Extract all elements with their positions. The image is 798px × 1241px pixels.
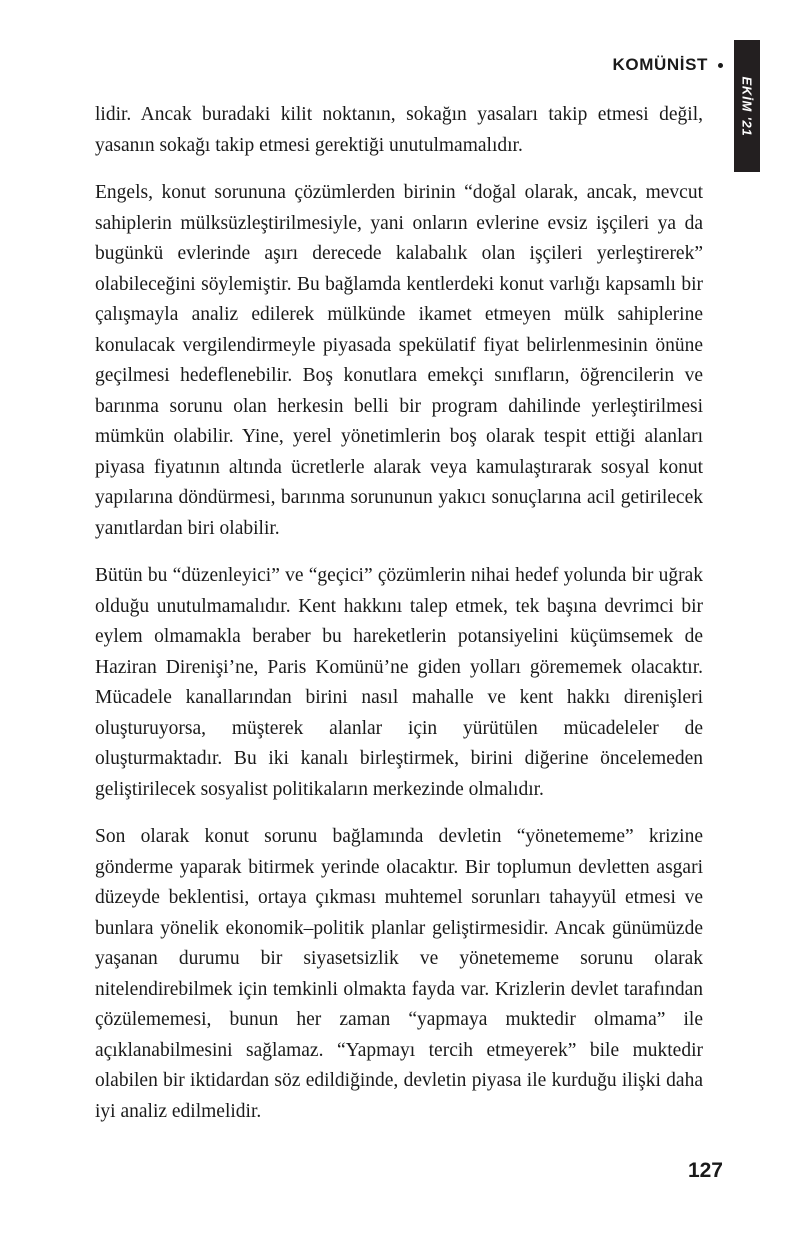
body-text (95, 100, 703, 1127)
paragraph: Bütün bu “düzenleyici” ve “geçici” çözümlerin nihai hedef yolunda bir uğrak olduğu unutulmamalıdır. Kent hakkını talep etmek, tek başına devrimci bir eylem olmamakla beraber bu hareketlerin potansiyelini küçümsemek de Haziran Direnişi’ne, Paris Komünü’ne giden yolları görememek olacaktır. Mücadele kanallarından birini nasıl mahalle ve kent hakkı direnişleri oluşturuyorsa, müşterek alanlar için yürütülen mücadeleler de oluşturmaktadır. Bu iki kanalı birleştirmek, birini diğerine öncelemeden geliştirilecek sosyalist politikaların merkezinde olmalıdır. (95, 565, 703, 800)
running-head-title: KOMÜNİST (612, 55, 708, 74)
issue-tab-label: EKİM '21 (739, 75, 755, 137)
paragraph: Son olarak konut sorunu bağlamında devletin “yönetememe” krizine gönderme yaparak bitirmek yerinde olacaktır. Bir toplumun devletten asgari düzeyde beklentisi, ortaya çıkması muhtemel sorunları tahayyül etmesi ve bunlara yönelik ekonomik–politik planlar geliştirmesidir. Ancak günümüzde yaşanan durumu bir siyasetsizlik ve yönetememe sorunu olarak nitelendirebilmek için temkinli olmakta fayda var. Krizlerin devlet tarafından çözülememesi, bunun her zaman “yapmaya muktedir olmama” ile açıklanabilmesini sağlamaz. “Yapmayı tercih etmeyerek” bile muktedir olabilen bir iktidardan söz edildiğinde, devletin piyasa ile kurduğu ilişki daha iyi analiz edilmelidir. (95, 826, 703, 1122)
issue-tab (734, 40, 760, 172)
paragraph: lidir. Ancak buradaki kilit noktanın, sokağın yasaları takip etmesi değil, yasanın sokağı takip etmesi gerektiği unutulmamalıdır. (95, 104, 703, 156)
paragraph: Engels, konut sorununa çözümlerden birinin “doğal olarak, ancak, mevcut sahiplerin mülksüzleştirilmesiyle, yani onların evlerine evsiz işçileri ya da bugünkü evlerinde aşırı derecede kalabalık olan işçileri yerleştirerek” olabileceğini söylemiştir. Bu bağlamda kentlerdeki konut varlığı kapsamlı bir çalışmayla analiz edilerek mülkünde ikamet etmeyen mülk sahiplerine konulacak vergilendirmeyle piyasada spekülatif fiyat belirlenmesinin önüne geçilmesi hedeflenebilir. Boş konutlara emekçi sınıfların, öğrencilerin ve barınma sorunu olan herkesin belli bir program dahilinde yerleştirilmesi mümkün olabilir. Yine, yerel yönetimlerin boş olarak tespit ettiği alanları piyasa fiyatının altında ücretlerle alarak veya kamulaştırarak sosyal konut yapılarına döndürmesi, barınma sorununun yakıcı sonuçlarına acil getirilecek yanıtlardan biri olabilir. (95, 182, 703, 539)
running-head (613, 55, 723, 75)
bullet-icon (718, 63, 723, 68)
page-number: 127 (687, 1159, 723, 1182)
